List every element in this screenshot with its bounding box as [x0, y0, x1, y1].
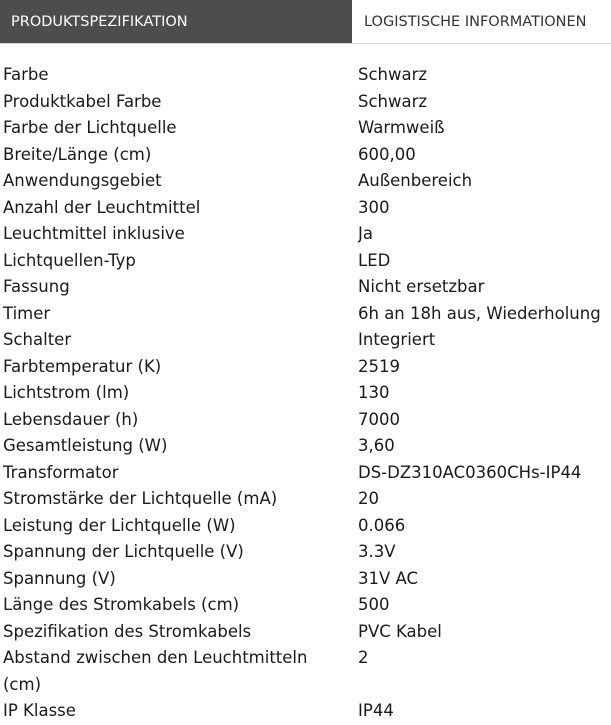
- spec-label: Spezifikation des Stromkabels: [3, 621, 252, 641]
- spec-label: Lichtstrom (lm): [3, 383, 130, 402]
- spec-row: [0, 62, 611, 89]
- spec-row: [0, 142, 611, 169]
- spec-value: 3.3V: [358, 542, 396, 561]
- spec-label: Schalter: [3, 330, 72, 349]
- spec-value: 2519: [358, 356, 400, 376]
- spec-row: [0, 327, 611, 354]
- spec-value: Integriert: [358, 330, 436, 349]
- spec-value: PVC Kabel: [358, 621, 442, 641]
- spec-label: IP Klasse: [3, 701, 76, 720]
- spec-label: Leuchtmittel inklusive: [3, 224, 185, 243]
- spec-label: Farbtemperatur (K): [3, 356, 162, 376]
- spec-value: IP44: [358, 701, 394, 720]
- spec-row: [0, 539, 611, 566]
- spec-label: Produktkabel Farbe: [3, 91, 162, 111]
- spec-row: [0, 168, 611, 195]
- spec-value: Ja: [358, 224, 373, 243]
- spec-value: DS-DZ310AC0360CHs-IP44: [358, 462, 582, 482]
- spec-row: [0, 619, 611, 646]
- spec-value: 130: [358, 383, 390, 402]
- spec-label: Abstand zwischen den Leuchtmitteln (cm): [3, 648, 308, 694]
- spec-value: Warmweiß: [358, 118, 445, 137]
- spec-value: 20: [358, 489, 379, 508]
- spec-label: Timer: [3, 303, 51, 323]
- spec-label: Farbe: [3, 65, 49, 84]
- spec-value: Schwarz: [358, 65, 428, 84]
- spec-label: Leistung der Lichtquelle (W): [3, 515, 236, 535]
- spec-value: 600,00: [358, 144, 416, 164]
- tab-logistische-informationen-label: LOGISTISCHE INFORMATIONEN: [364, 13, 587, 30]
- tab-bar: [0, 0, 611, 44]
- spec-label: Lebensdauer (h): [3, 409, 139, 429]
- spec-value: Außenbereich: [358, 171, 473, 190]
- spec-row: [0, 407, 611, 434]
- spec-row: [0, 645, 611, 698]
- spec-value: 500: [358, 595, 390, 614]
- tab-produktspezifikation[interactable]: [0, 0, 352, 43]
- spec-row: [0, 380, 611, 407]
- spec-label: Stromstärke der Lichtquelle (mA): [3, 489, 278, 508]
- spec-row: [0, 460, 611, 487]
- spec-value: 6h an 18h aus, Wiederholung: [358, 303, 601, 323]
- spec-row: [0, 89, 611, 116]
- spec-row: [0, 566, 611, 593]
- spec-value: Nicht ersetzbar: [358, 277, 485, 296]
- spec-row: [0, 274, 611, 301]
- spec-value: LED: [358, 250, 391, 270]
- spec-value: 31V AC: [358, 568, 419, 588]
- spec-label: Anzahl der Leuchtmittel: [3, 197, 201, 217]
- spec-row: [0, 221, 611, 248]
- spec-label: Breite/Länge (cm): [3, 144, 152, 164]
- spec-row: [0, 698, 611, 725]
- spec-row: [0, 301, 611, 328]
- spec-row: [0, 248, 611, 275]
- spec-label: Farbe der Lichtquelle: [3, 118, 177, 137]
- spec-value: Schwarz: [358, 91, 428, 111]
- spec-table: [0, 62, 611, 725]
- spec-label: Länge des Stromkabels (cm): [3, 595, 240, 614]
- spec-row: [0, 433, 611, 460]
- spec-row: [0, 115, 611, 142]
- spec-label: Lichtquellen-Typ: [3, 250, 136, 270]
- spec-value: 7000: [358, 409, 400, 429]
- tab-produktspezifikation-label: PRODUKTSPEZIFIKATION: [11, 13, 188, 30]
- spec-value: 2: [358, 648, 369, 667]
- spec-value: 300: [358, 197, 390, 217]
- spec-row: [0, 486, 611, 513]
- spec-row: [0, 513, 611, 540]
- spec-row: [0, 354, 611, 381]
- spec-label: Gesamtleistung (W): [3, 436, 168, 455]
- spec-value: 0.066: [358, 515, 406, 535]
- spec-row: [0, 592, 611, 619]
- spec-value: 3,60: [358, 436, 395, 455]
- spec-label: Spannung (V): [3, 568, 116, 588]
- spec-label: Fassung: [3, 277, 70, 296]
- tab-logistische-informationen[interactable]: [352, 0, 611, 43]
- spec-label: Transformator: [3, 462, 119, 482]
- spec-label: Anwendungsgebiet: [3, 171, 162, 190]
- spec-label: Spannung der Lichtquelle (V): [3, 542, 244, 561]
- spec-row: [0, 195, 611, 222]
